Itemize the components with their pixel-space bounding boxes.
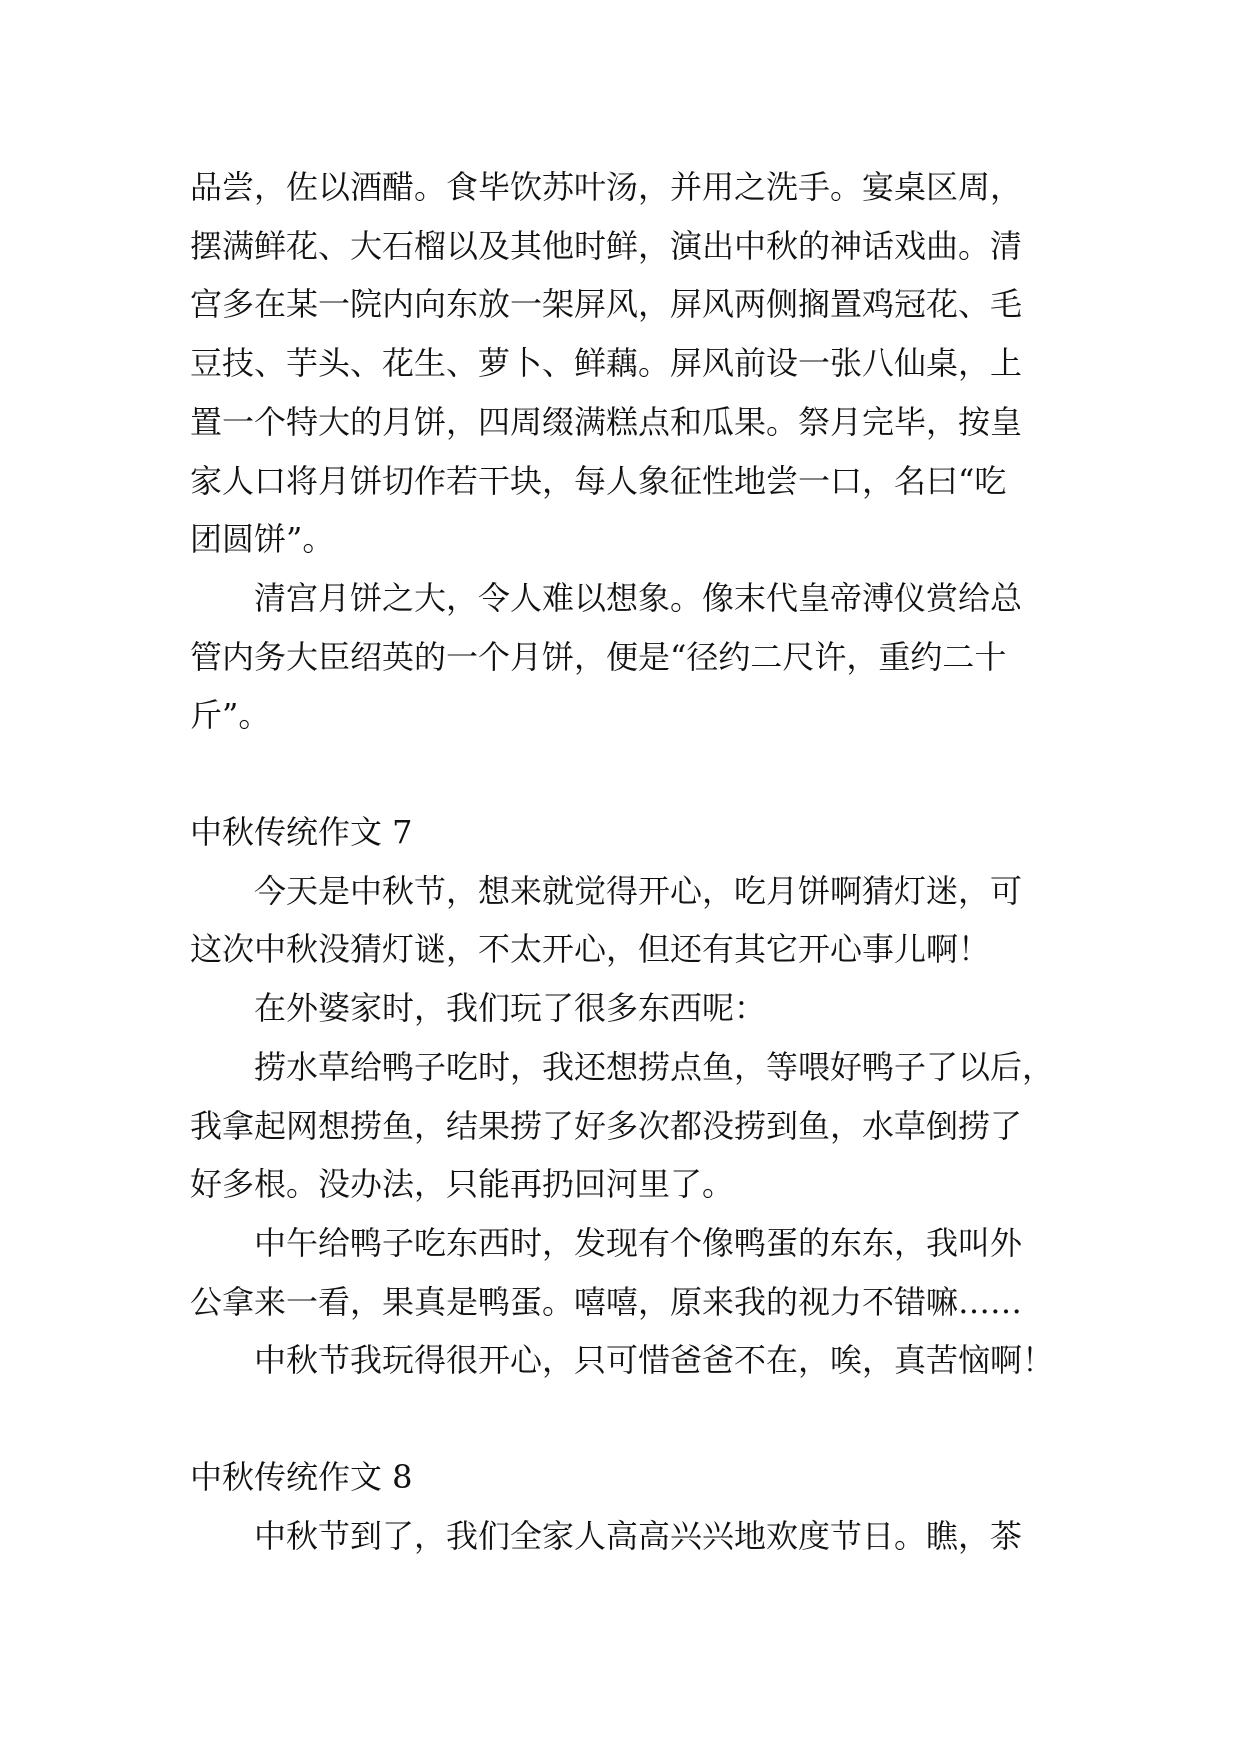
paragraph-qing-palace-ritual: 品尝，佐以酒醋。食毕饮苏叶汤，并用之洗手。宴桌区周， 摆满鲜花、大石榴以及其他时鲜，演出中秋的神话戏曲。清 宫多在某一院内向东放一架屏风，屏风两侧搁置鸡冠花、毛 豆技、芋头、花生、萝卜、鲜藕。屏风前设一张八仙桌，上 置一个特大的月饼，四周缀满糕点和瓜果。祭月完毕，按皇 家人口将月饼切作若干块，每人象征性地尝一口，名曰“吃 团圆饼”。 [190,168,1023,559]
section-heading-8: 中秋传统作文 8 [190,1458,413,1497]
section7-paragraph-1: 今天是中秋节，想来就觉得开心，吃月饼啊猜灯迷，可 这次中秋没猜灯谜，不太开心，但还有其它开心事儿啊！ [190,871,1023,969]
paragraph-qing-mooncake-size: 清宫月饼之大，令人难以想象。像末代皇帝溥仪赏给总 管内务大臣绍英的一个月饼，便是“径约二尺许，重约二十 斤”。 [190,578,1023,735]
section7-paragraph-3: 捞水草给鸭子吃时，我还想捞点鱼，等喂好鸭子了以后， 我拿起网想捞鱼，结果捞了好多次都没捞到鱼，水草倒捞了 好多根。没办法，只能再扔回河里了。 [190,1047,1055,1204]
document-body [190,158,1060,1565]
section8-paragraph-1: 中秋节到了，我们全家人高高兴兴地欢度节日。瞧，茶 [254,1516,1023,1555]
section-heading-7: 中秋传统作文 7 [190,813,413,852]
section-gap [190,1390,1060,1448]
section-gap [190,745,1060,803]
section7-paragraph-5: 中秋节我玩得很开心，只可惜爸爸不在，唉，真苦恼啊！ [254,1341,1055,1380]
section7-paragraph-4: 中午给鸭子吃东西时，发现有个像鸭蛋的东东，我叫外 公拿来一看，果真是鸭蛋。嘻嘻，原来我的视力不错嘛…… [190,1223,1023,1321]
section7-paragraph-2: 在外婆家时，我们玩了很多东西呢： [254,989,767,1028]
